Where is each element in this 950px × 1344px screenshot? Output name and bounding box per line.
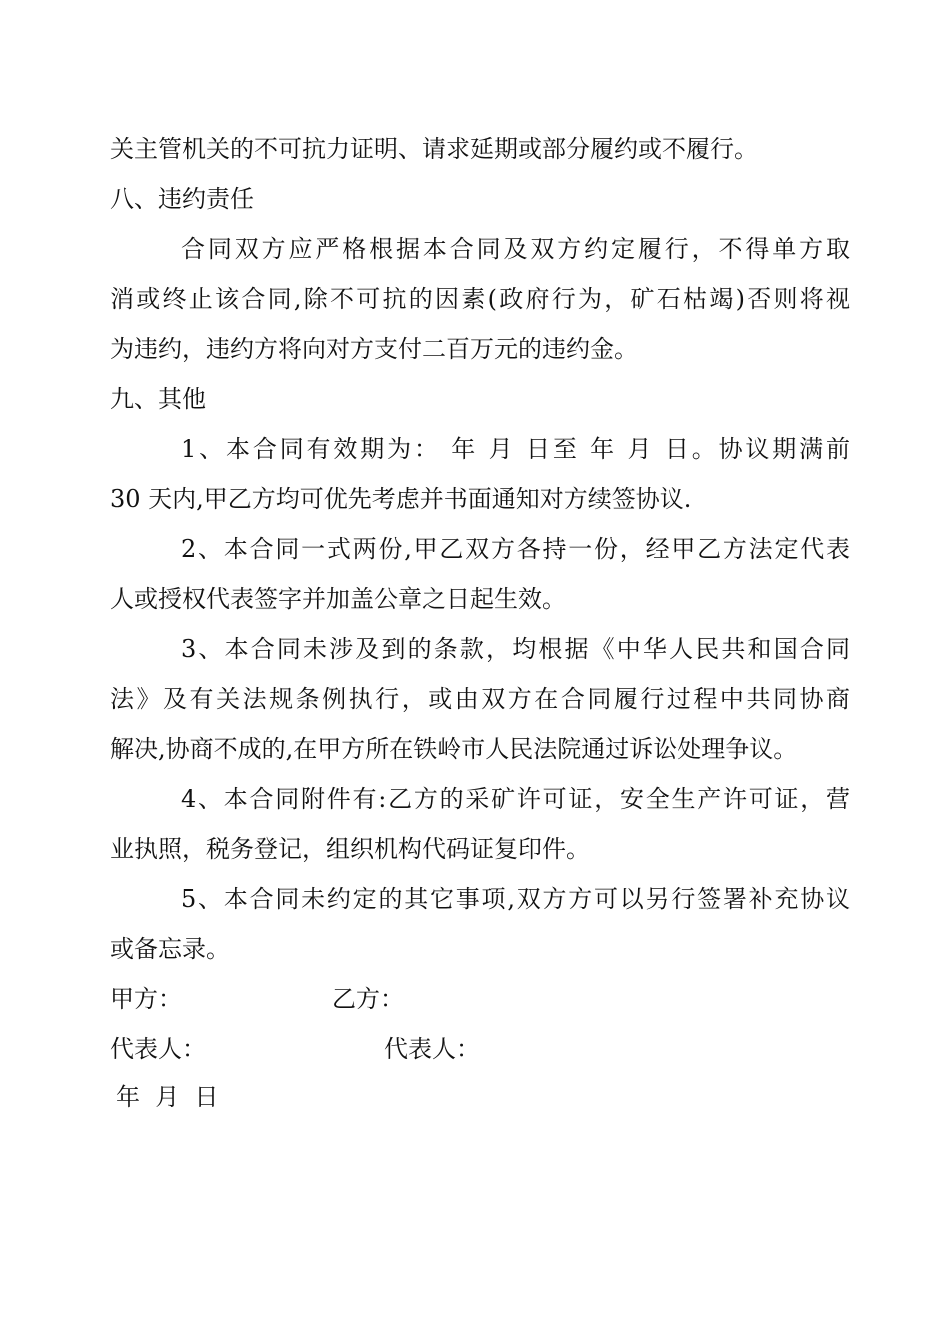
paragraph-line: 1、本合同有效期为： 年 月 日至 年 月 日。协议期满前 xyxy=(181,435,850,463)
representative-b-label: 代表人： xyxy=(384,1035,480,1063)
representative-a-label: 代表人： xyxy=(110,1035,206,1063)
paragraph-line: 人或授权代表签字并加盖公章之日起生效。 xyxy=(110,585,566,613)
paragraph-line: 30 天内,甲乙方均可优先考虑并书面通知对方续签协议. xyxy=(110,485,692,513)
paragraph-line: 关主管机关的不可抗力证明、请求延期或部分履约或不履行。 xyxy=(110,135,758,163)
paragraph-line: 解决,协商不成的,在甲方所在铁岭市人民法院通过诉讼处理争议。 xyxy=(110,735,798,763)
section-heading-breach: 八、违约责任 xyxy=(110,185,254,213)
paragraph-line: 4、本合同附件有:乙方的采矿许可证，安全生产许可证，营 xyxy=(181,785,850,813)
paragraph-line: 为违约，违约方将向对方支付二百万元的违约金。 xyxy=(110,335,638,363)
paragraph-line: 合同双方应严格根据本合同及双方约定履行，不得单方取 xyxy=(181,235,850,263)
signature-date: 年 月 日 xyxy=(116,1083,219,1111)
paragraph-line: 或备忘录。 xyxy=(110,935,230,963)
paragraph-line: 业执照，税务登记，组织机构代码证复印件。 xyxy=(110,835,590,863)
paragraph-line: 消或终止该合同,除不可抗的因素(政府行为，矿石枯竭)否则将视 xyxy=(110,285,850,313)
paragraph-line: 3、本合同未涉及到的条款，均根据《中华人民共和国合同 xyxy=(181,635,850,663)
party-a-label: 甲方： xyxy=(110,985,182,1013)
party-b-label: 乙方： xyxy=(332,985,404,1013)
paragraph-line: 法》及有关法规条例执行，或由双方在合同履行过程中共同协商 xyxy=(110,685,850,713)
paragraph-line: 2、本合同一式两份,甲乙双方各持一份，经甲乙方法定代表 xyxy=(181,535,850,563)
paragraph-line: 5、本合同未约定的其它事项,双方方可以另行签署补充协议 xyxy=(181,885,850,913)
section-heading-other: 九、其他 xyxy=(110,385,206,413)
